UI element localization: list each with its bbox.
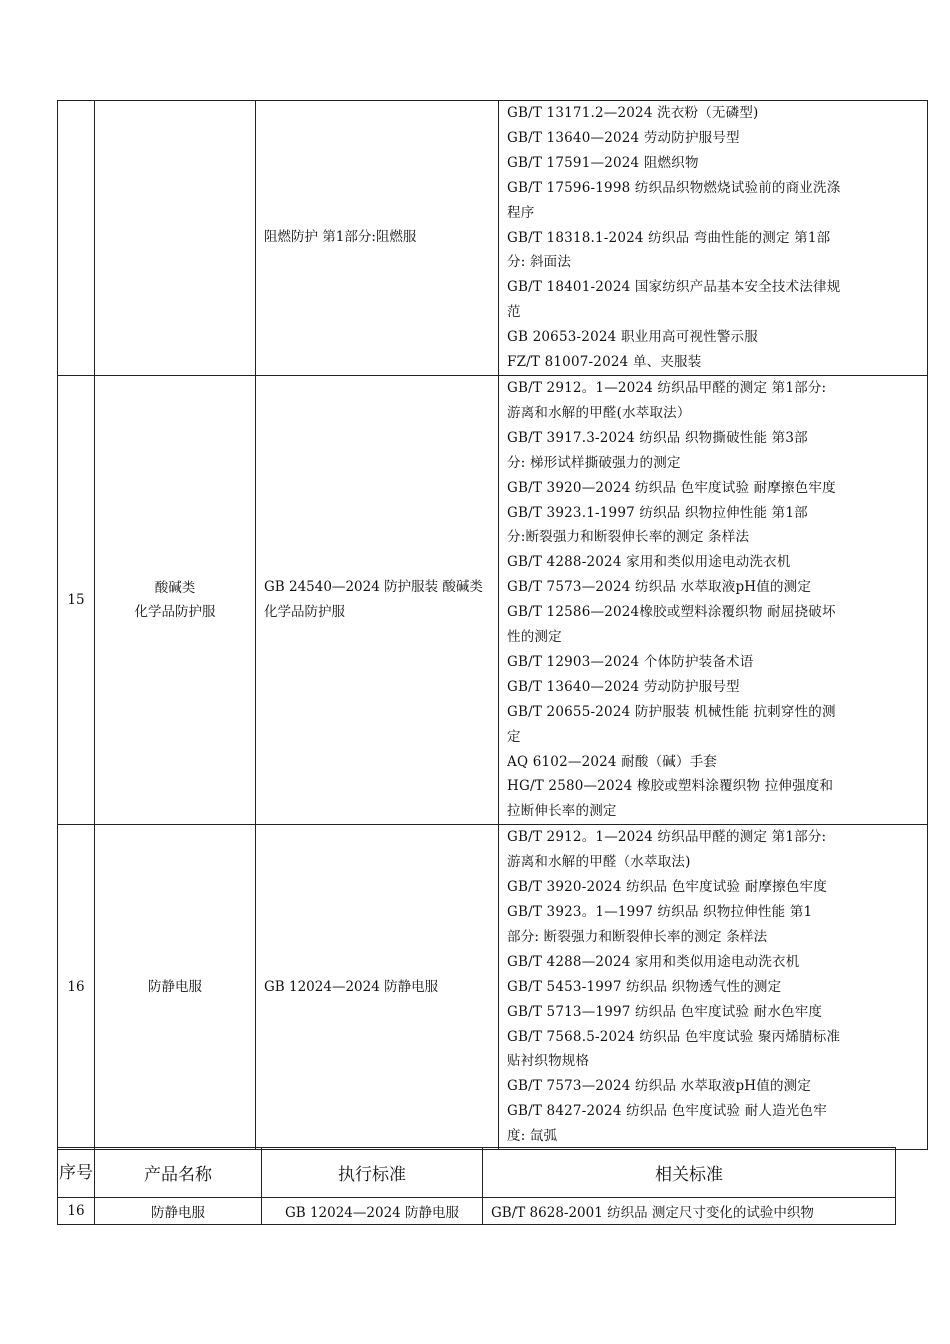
- related-standard-line: 游离和水解的甲醛（水萃取法): [507, 854, 691, 871]
- related-standard-line: 部分: 断裂强力和断裂伸长率的测定 条样法: [507, 928, 768, 945]
- row-seq: 15: [58, 375, 95, 824]
- related-standard-line: GB/T 2912。1—2024 纺织品甲醛的测定 第1部分:: [507, 379, 827, 396]
- related-standard-line: 定: [507, 728, 521, 745]
- related-standard-line: GB/T 2912。1—2024 纺织品甲醛的测定 第1部分:: [507, 829, 827, 846]
- related-standard-line: GB/T 5453-1997 纺织品 织物透气性的测定: [507, 978, 782, 995]
- related-standard-line: GB/T 3920-2024 纺织品 色牢度试验 耐摩擦色牢度: [507, 879, 827, 896]
- related-standard-line: FZ/T 81007-2024 单、夹服装: [507, 354, 702, 371]
- row-related-standards: [499, 825, 928, 1150]
- table-row: [58, 101, 928, 376]
- related-standard-line: 分: 斜面法: [507, 254, 572, 271]
- related-standard-line: GB/T 7568.5-2024 纺织品 色牢度试验 聚丙烯腈标准: [507, 1028, 841, 1045]
- related-standard-line: GB/T 18318.1-2024 纺织品 弯曲性能的测定 第1部: [507, 229, 831, 246]
- related-standard-line: GB 20653-2024 职业用高可视性警示服: [507, 329, 758, 346]
- related-standard-line: GB/T 3923。1—1997 纺织品 织物拉伸性能 第1: [507, 904, 813, 920]
- related-standard-line: 度: 氙弧: [507, 1128, 558, 1145]
- related-standard-line: GB/T 7573—2024 纺织品 水萃取液pH值的测定: [507, 579, 812, 596]
- related-standard-line: 贴衬织物规格: [507, 1053, 590, 1070]
- row-seq: [58, 101, 95, 376]
- product-name-line: 酸碱类: [154, 580, 196, 597]
- related-standard-line: HG/T 2580—2024 橡胶或塑料涂覆织物 拉伸强度和: [507, 778, 834, 795]
- row-related-standard: GB/T 8628-2001 纺织品 测定尺寸变化的试验中织物: [483, 1198, 896, 1225]
- related-standard-line: 分: 梯形试样撕破强力的测定: [507, 454, 681, 471]
- row-product-name: 防静电服: [95, 1198, 262, 1225]
- related-standard-line: GB/T 12586—2024橡胶或塑料涂覆织物 耐屈挠破坏: [507, 604, 836, 621]
- row-product-name: [95, 101, 256, 376]
- related-standard-line: GB/T 5713—1997 纺织品 色牢度试验 耐水色牢度: [507, 1003, 823, 1020]
- related-standard-line: GB/T 13640—2024 劳动防护服号型: [507, 129, 740, 146]
- row-related-standards: [499, 101, 928, 376]
- row-exec-standard: 阻燃防护 第1部分:阻燃服: [256, 101, 499, 376]
- related-standard-line: GB/T 17596-1998 纺织品织物燃烧试验前的商业洗涤: [507, 179, 841, 196]
- related-standard-line: GB/T 4288-2024 家用和类似用途电动洗衣机: [507, 554, 791, 571]
- related-standard-line: GB/T 3923.1-1997 纺织品 织物拉伸性能 第1部: [507, 504, 808, 521]
- related-standard-line: GB/T 17591—2024 阻燃织物: [507, 154, 699, 171]
- header-exec-standard: 执行标准: [262, 1148, 483, 1198]
- related-standard-line: GB/T 8427-2024 纺织品 色牢度试验 耐人造光色牢: [507, 1103, 827, 1120]
- related-standard-line: 拉断伸长率的测定: [507, 803, 617, 820]
- product-name-line: 防静电服: [148, 979, 202, 996]
- row-exec-standard: GB 12024—2024 防静电服: [262, 1198, 483, 1225]
- row-product-name: [95, 375, 256, 824]
- table-row: [58, 1198, 896, 1225]
- table-header-row: [58, 1148, 896, 1198]
- table-row: [58, 375, 928, 824]
- row-exec-standard: GB 12024—2024 防静电服: [256, 825, 499, 1150]
- product-name-line: 化学品防护服: [134, 604, 216, 621]
- row-exec-standard: GB 24540—2024 防护服装 酸碱类化学品防护服: [256, 375, 499, 824]
- related-standard-line: GB/T 12903—2024 个体防护装备术语: [507, 653, 754, 670]
- row-product-name: [95, 825, 256, 1150]
- related-standard-line: AQ 6102—2024 耐酸（碱）手套: [507, 753, 718, 770]
- standards-table: [57, 100, 928, 1150]
- row-seq: 16: [58, 1198, 95, 1225]
- header-product-name: 产品名称: [95, 1148, 262, 1198]
- standards-table-continuation: [57, 1147, 896, 1225]
- row-related-standards: [499, 375, 928, 824]
- table-row: [58, 825, 928, 1150]
- header-seq: 序号: [58, 1148, 95, 1198]
- related-standard-line: 范: [507, 304, 521, 321]
- related-standard-line: GB/T 13640—2024 劳动防护服号型: [507, 678, 740, 695]
- related-standard-line: 游离和水解的甲醛(水萃取法）: [507, 404, 691, 421]
- related-standard-line: GB/T 13171.2—2024 洗衣粉（无磷型): [507, 105, 759, 121]
- header-related-standards: 相关标准: [483, 1148, 896, 1198]
- related-standard-line: GB/T 3920—2024 纺织品 色牢度试验 耐摩擦色牢度: [507, 479, 836, 496]
- row-seq: 16: [58, 825, 95, 1150]
- related-standard-line: GB/T 7573—2024 纺织品 水萃取液pH值的测定: [507, 1078, 812, 1095]
- standards-table-body: [58, 101, 928, 1150]
- related-standard-line: GB/T 18401-2024 国家纺织产品基本安全技术法律规: [507, 279, 841, 296]
- related-standard-line: 程序: [507, 204, 535, 221]
- related-standard-line: GB/T 4288—2024 家用和类似用途电动洗衣机: [507, 953, 800, 970]
- related-standard-line: 分:断裂强力和断裂伸长率的测定 条样法: [507, 529, 750, 546]
- related-standard-line: GB/T 20655-2024 防护服装 机械性能 抗刺穿性的测: [507, 703, 836, 720]
- related-standard-line: 性的测定: [507, 629, 562, 646]
- related-standard-line: GB/T 3917.3-2024 纺织品 织物撕破性能 第3部: [507, 429, 808, 446]
